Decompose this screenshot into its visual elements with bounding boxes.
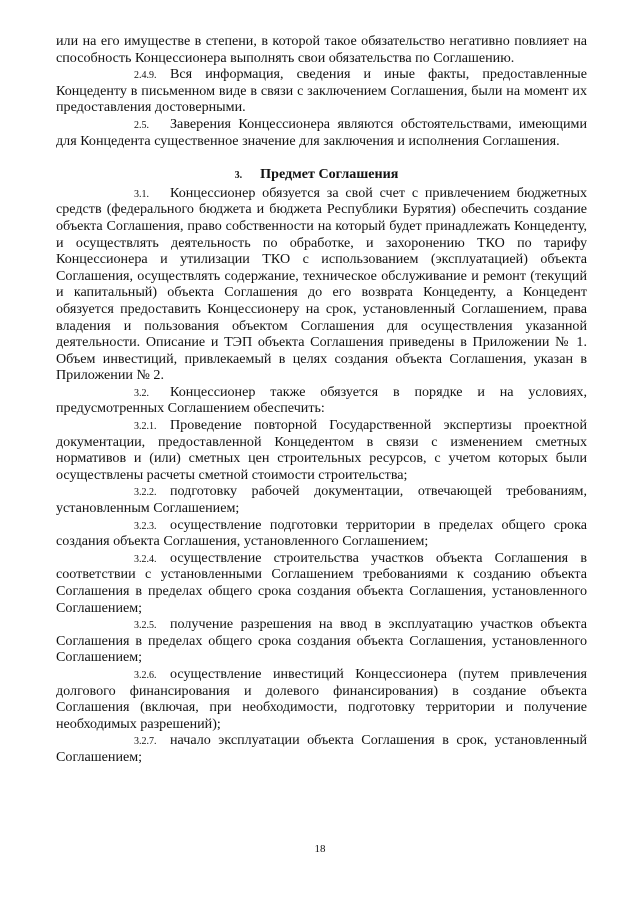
clause-text: Концессионер обязуется за свой счет с привлечением бюджетных средств (федерального бюджета и бюджета Республики Бурятия) обеспечить создание объекта Соглашения, право собственности на который будет принадлежать Концеденту, и осуществлять деятельность по обработке, и захоронению ТКО по тарифу Концессионера и утилизации ТКО с использованием (эксплуатацией) объекта Соглашения, осуществлять содержание, техническое обслуживание и ремонт (текущий и капитальный) объекта Соглашения до его возврата Концеденту, а Концедент обязуется предоставить Концессионеру на срок, установленный Соглашением, права владения и пользования объектом Соглашения для осуществления указанной деятельности. Описание и ТЭП объекта Соглашения приведены в Приложении № 1. Объем инвестиций, привлекаемый в целях создания объекта Соглашения, указан в Приложении № 2. [56,184,587,384]
clause-text: Вся информация, сведения и иные факты, предоставленные Концеденту в письменном виде в связи с заключением Соглашения, были на момент их предоставления достоверными. [56,66,587,116]
clause-number: 3.2.1. [134,421,157,433]
clause-number: 2.5. [134,119,149,131]
clause-text: подготовку рабочей документации, отвечающей требованиям, установленным Соглашением; [56,483,587,517]
clause-text: Проведение повторной Государственной экспертизы проектной документации, предоставленной Концедентом в связи с изменением сметных нормативов и (или) сметных цен строительных ресурсов, с учетом которых были осуществлены расчеты сметной стоимости строительства; [56,417,587,483]
clause-number: 3.1. [134,188,149,200]
clause-text: осуществление инвестиций Концессионера (путем привлечения долгового финансирования и долевого финансирования) в создание объекта Соглашения (включая, при необходимости, подготовку территории и получение необходимых разрешений); [56,665,587,732]
clause-text: Концессионер также обязуется в порядке и на условиях, предусмотренных Соглашением обеспечить: [56,383,587,417]
clause-3-2-4 [56,550,587,616]
clause-text: Заверения Концессионера являются обстоятельствами, имеющими для Концедента существенное значение для заключения и исполнения Соглашения. [56,115,587,149]
clause-3-2-2 [56,483,587,516]
paragraph-continuation [56,33,587,66]
clause-3-2 [56,384,587,417]
clause-3-2-7 [56,732,587,765]
clause-2-4-9 [56,66,587,116]
clause-3-2-6 [56,666,587,732]
clause-3-2-1 [56,417,587,483]
page-number: 18 [314,843,326,855]
clause-3-1 [56,185,587,384]
document-page [56,33,587,766]
clause-number: 2.4.9. [134,70,157,82]
section-title: Предмет Соглашения [260,166,399,183]
clause-number: 3.2.6. [134,669,157,681]
clause-3-2-3 [56,517,587,550]
paragraph-text: или на его имуществе в степени, в которой такое обязательство негативно повлияет на способность Концессионера выполнять свои обязательства по Соглашению. [56,33,587,66]
clause-number: 3.2.7. [134,736,157,748]
clause-number: 3.2. [134,387,149,399]
clause-number: 3.2.2. [134,487,157,499]
clause-text: получение разрешения на ввод в эксплуатацию участков объекта Соглашения в пределах общего срока создания объекта Соглашения, установленного Соглашением; [56,616,587,666]
section-number: 3. [234,170,243,182]
clause-number: 3.2.3. [134,520,157,532]
clause-text: осуществление строительства участков объекта Соглашения в соответствии с установленными Соглашением требованиями к созданию объекта Соглашения в пределах общего срока создания объекта Соглашения, установленного Соглашением; [56,549,587,616]
clause-text: осуществление подготовки территории в пределах общего срока создания объекта Соглашения, установленного Соглашением; [56,516,587,550]
clause-2-5 [56,116,587,149]
clause-text: начало эксплуатации объекта Соглашения в срок, установленный Соглашением; [56,732,587,765]
clause-3-2-5 [56,616,587,666]
clause-number: 3.2.5. [134,620,157,632]
section-heading [56,166,587,185]
clause-number: 3.2.4. [134,553,157,565]
